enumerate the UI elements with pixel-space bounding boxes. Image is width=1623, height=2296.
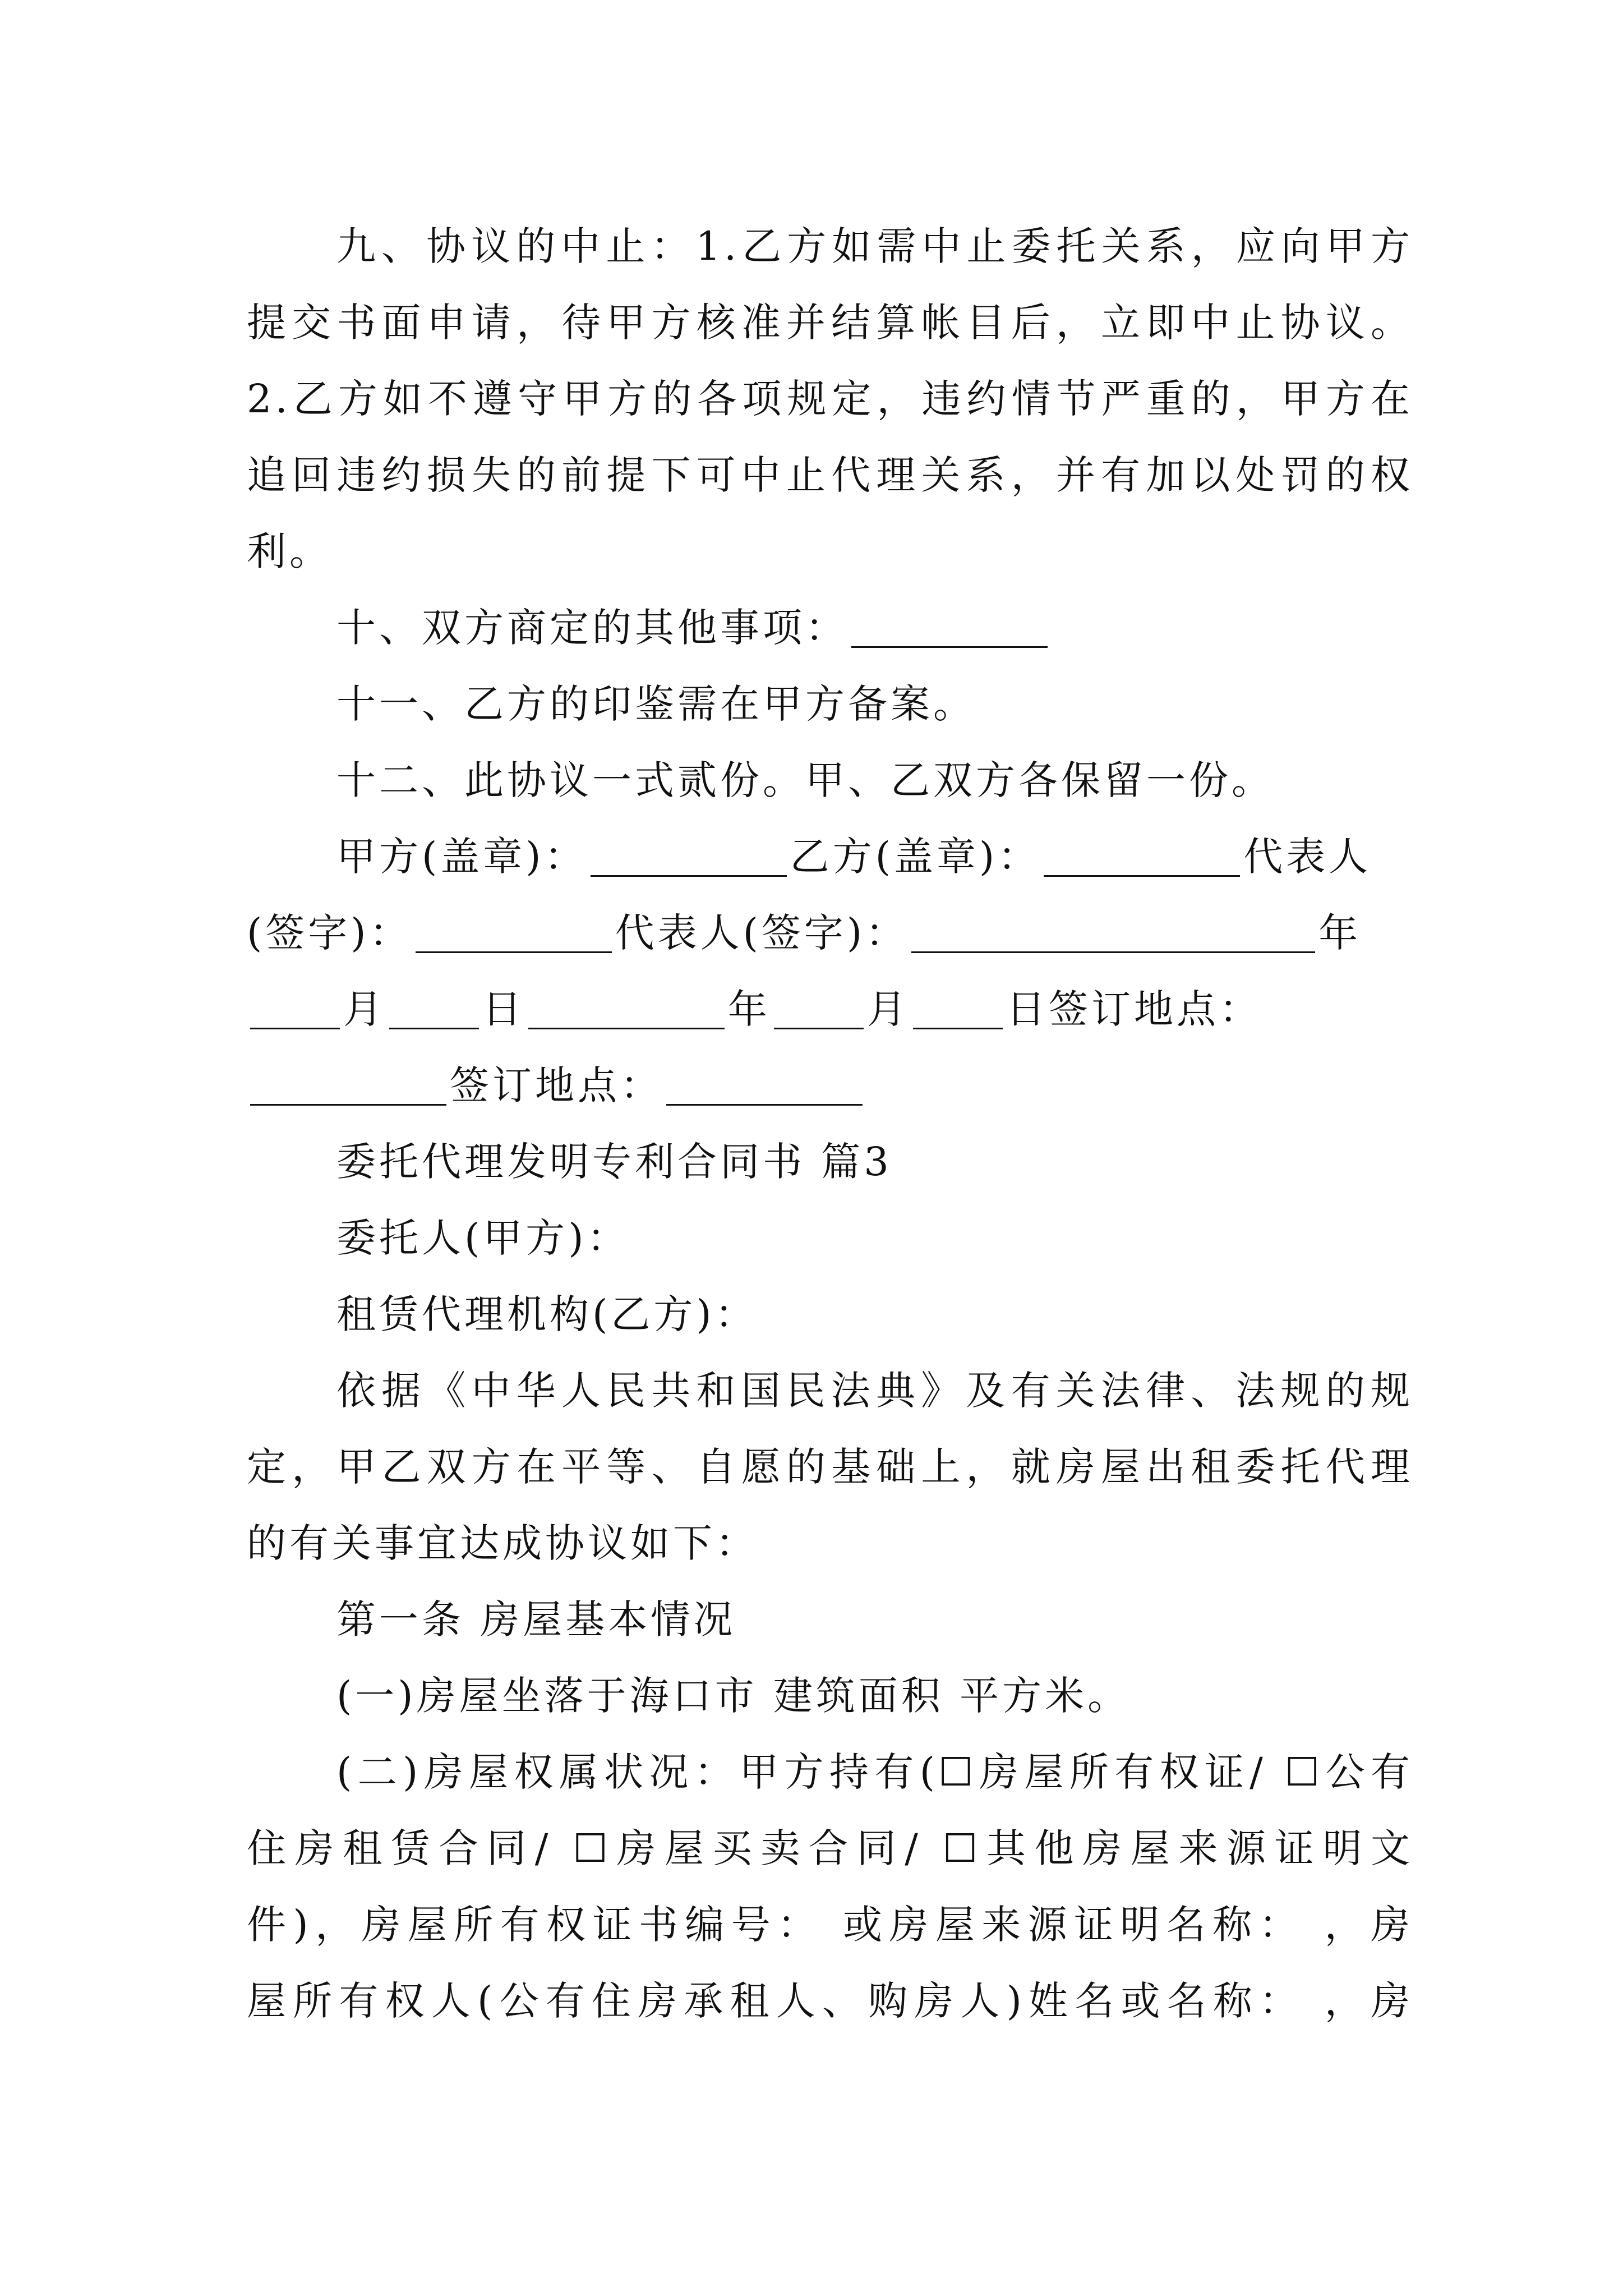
section-title: 委托代理发明专利合同书 篇3 xyxy=(336,1139,892,1185)
agency-party-b: 租赁代理机构(乙方)： xyxy=(336,1291,758,1337)
signature-line-3: 月 日 年 月 日签订地点： xyxy=(247,970,1413,1048)
article-1-item-2-line-3: 件)，房屋所有权证书编号： 或房屋来源证明名称： ，房 xyxy=(247,1902,1413,1948)
article-1-item-2-line-4: 屋所有权人(公有住房承租人、购房人)姓名或名称： ，房 xyxy=(247,1978,1413,2024)
signature-line-4: 签订地点： xyxy=(247,1046,1413,1125)
fill-blank xyxy=(913,987,1003,1029)
fill-blank xyxy=(416,911,612,953)
client-party-a: 委托人(甲方)： xyxy=(336,1215,630,1261)
preamble-line-1: 依据《中华人民共和国民法典》及有关法律、法规的规 xyxy=(336,1368,1413,1414)
article-1-item-2-line-2: 住房租赁合同/ ☐房屋买卖合同/ ☐其他房屋来源证明文 xyxy=(247,1825,1413,1871)
article-1-item-1: (一)房屋坐落于海口市 建筑面积 平方米。 xyxy=(336,1673,1131,1719)
article-1-item-2-line-1: (二)房屋权属状况：甲方持有(☐房屋所有权证/ ☐公有 xyxy=(336,1749,1413,1795)
signature-line-2: (签字)： 代表人(签字)： 年 xyxy=(247,910,1362,956)
fill-blank xyxy=(1044,835,1240,877)
paragraph-10: 十、双方商定的其他事项： xyxy=(336,588,1413,667)
paragraph-9-line-1: 九、协议的中止：1.乙方如需中止委托关系，应向甲方 xyxy=(336,223,1413,269)
fill-blank xyxy=(250,987,340,1029)
paragraph-9-line-4: 追回违约损失的前提下可中止代理关系，并有加以处罚的权 xyxy=(247,452,1413,498)
paragraph-12: 十二、此协议一式贰份。甲、乙双方各保留一份。 xyxy=(336,757,1274,803)
fill-blank xyxy=(528,987,725,1029)
fill-blank xyxy=(774,987,864,1029)
paragraph-9-line-3: 2.乙方如不遵守甲方的各项规定，违约情节严重的，甲方在 xyxy=(247,376,1413,422)
article-1-heading: 第一条 房屋基本情况 xyxy=(336,1596,736,1642)
fill-blank xyxy=(591,835,787,877)
paragraph-9-line-5: 利。 xyxy=(247,528,332,574)
paragraph-9-line-2: 提交书面申请，待甲方核准并结算帐目后，立即中止协议。 xyxy=(247,300,1413,346)
paragraph-11: 十一、乙方的印鉴需在甲方备案。 xyxy=(336,681,976,727)
preamble-line-3: 的有关事宜达成协议如下： xyxy=(247,1520,758,1566)
fill-blank xyxy=(851,606,1048,648)
preamble-line-2: 定，甲乙双方在平等、自愿的基础上，就房屋出租委托代理 xyxy=(247,1444,1413,1490)
signature-line-1: 甲方(盖章)： 乙方(盖章)： 代表人 xyxy=(336,834,1372,880)
fill-blank xyxy=(389,987,479,1029)
fill-blank xyxy=(666,1064,863,1106)
fill-blank xyxy=(250,1064,446,1106)
fill-blank xyxy=(911,911,1315,953)
